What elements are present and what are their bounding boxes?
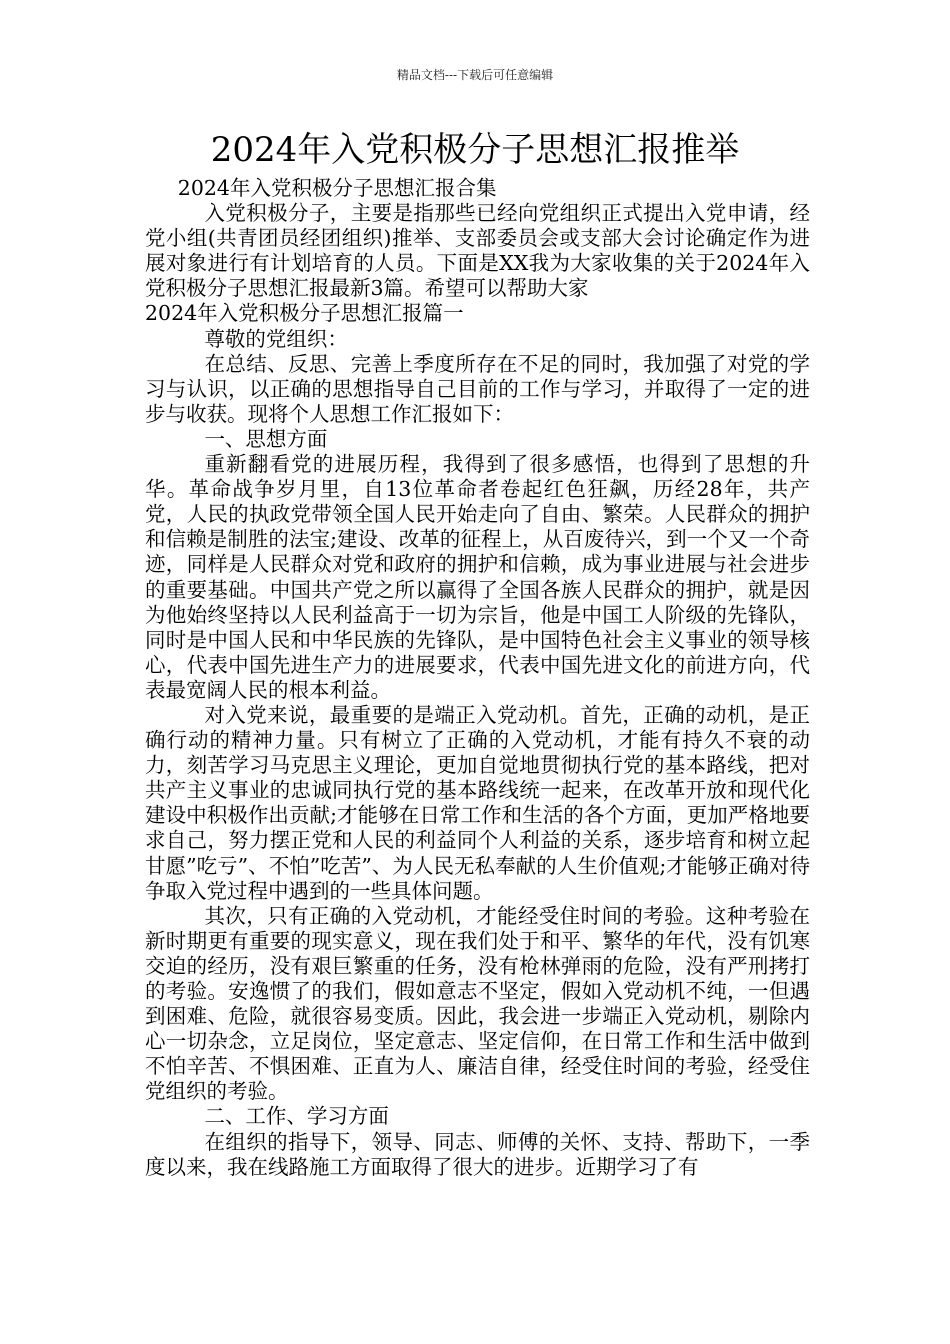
section-heading-work-study: 二、工作、学习方面: [204, 1104, 389, 1129]
paragraph-thought: 重新翻看党的进展历程，我得到了很多感悟，也得到了思想的升华。革命战争岁月里，自13位革命者卷起红色狂飙，历经28年，共产党，人民的执政党带领全国人民开始走向了自由、繁荣。人民群众的拥护和信赖是制胜的法宝;建设、改革的征程上，从百废待兴，到一个又一个奇迹，同样是人民群众对党和政府的拥护和信赖，成为事业进展与社会进步的重要基础。中国共产党之所以赢得了全国各族人民群众的拥护，就是因为他始终坚持以人民利益高于一切为宗旨，他是中国工人阶级的先锋队，同时是中国人民和中华民族的先锋队，是中国特色社会主义事业的领导核心，代表中国先进生产力的进展要求，代表中国先进文化的前进方向，代表最宽阔人民的根本利益。: [145, 452, 810, 702]
paragraph-test-of-time: 其次，只有正确的入党动机，才能经受住时间的考验。这种考验在新时期更有重要的现实意义，现在我们处于和平、繁华的年代，没有饥寒交迫的经历，没有艰巨繁重的任务，没有枪林弹雨的危险，没有严刑拷打的考验。安逸惯了的我们，假如意志不坚定，假如入党动机不纯，一但遇到困难、危险，就很容易变质。因此，我会进一步端正入党动机，剔除内心一切杂念，立足岗位，坚定意志、坚定信仰，在日常工作和生活中做到不怕辛苦、不惧困难、正直为人、廉洁自律，经受住时间的考验，经受住党组织的考验。: [145, 903, 810, 1104]
header-note: 精品文档---下载后可任意编辑: [396, 68, 554, 82]
paragraph-intro: 入党积极分子，主要是指那些已经向党组织正式提出入党申请，经党小组(共青团员经团组织)推举、支部委员会或支部大会讨论确定作为进展对象进行有计划培育的人员。下面是XX我为大家收集的关于2024年入党积极分子思想汇报最新3篇。希望可以帮助大家: [145, 201, 810, 301]
paragraph-work: 在组织的指导下，领导、同志、师傅的关怀、支持、帮助下，一季度以来，我在线路施工方面取得了很大的进步。近期学习了有: [145, 1129, 810, 1179]
page-title: 2024年入党积极分子思想汇报推举: [210, 130, 740, 170]
subtitle: 2024年入党积极分子思想汇报合集: [177, 176, 497, 200]
paragraph-motivation: 对入党来说，最重要的是端正入党动机。首先，正确的动机，是正确行动的精神力量。只有树立了正确的入党动机，才能有持久不衰的动力，刻苦学习马克思主义理论，更加自觉地贯彻执行党的基本路线，把对共产主义事业的忠诚同执行党的基本路线统一起来，在改革开放和现代化建设中积极作出贡献;才能够在日常工作和生活的各个方面，更加严格地要求自己，努力摆正党和人民的利益同个人利益的关系，逐步培育和树立起甘愿”吃亏”、不怕”吃苦”、为人民无私奉献的人生价值观;才能够正确对待争取入党过程中遇到的一些具体问题。: [145, 702, 810, 903]
paragraph-opening: 在总结、反思、完善上季度所存在不足的同时，我加强了对党的学习与认识，以正确的思想指导自己目前的工作与学习，并取得了一定的进步与收获。现将个人思想工作汇报如下：: [145, 351, 810, 426]
document-body: [145, 176, 810, 1180]
section-heading-part-one: 2024年入党积极分子思想汇报篇一: [145, 301, 464, 326]
salutation: 尊敬的党组织：: [204, 326, 348, 351]
section-heading-thought: 一、思想方面: [204, 426, 328, 451]
